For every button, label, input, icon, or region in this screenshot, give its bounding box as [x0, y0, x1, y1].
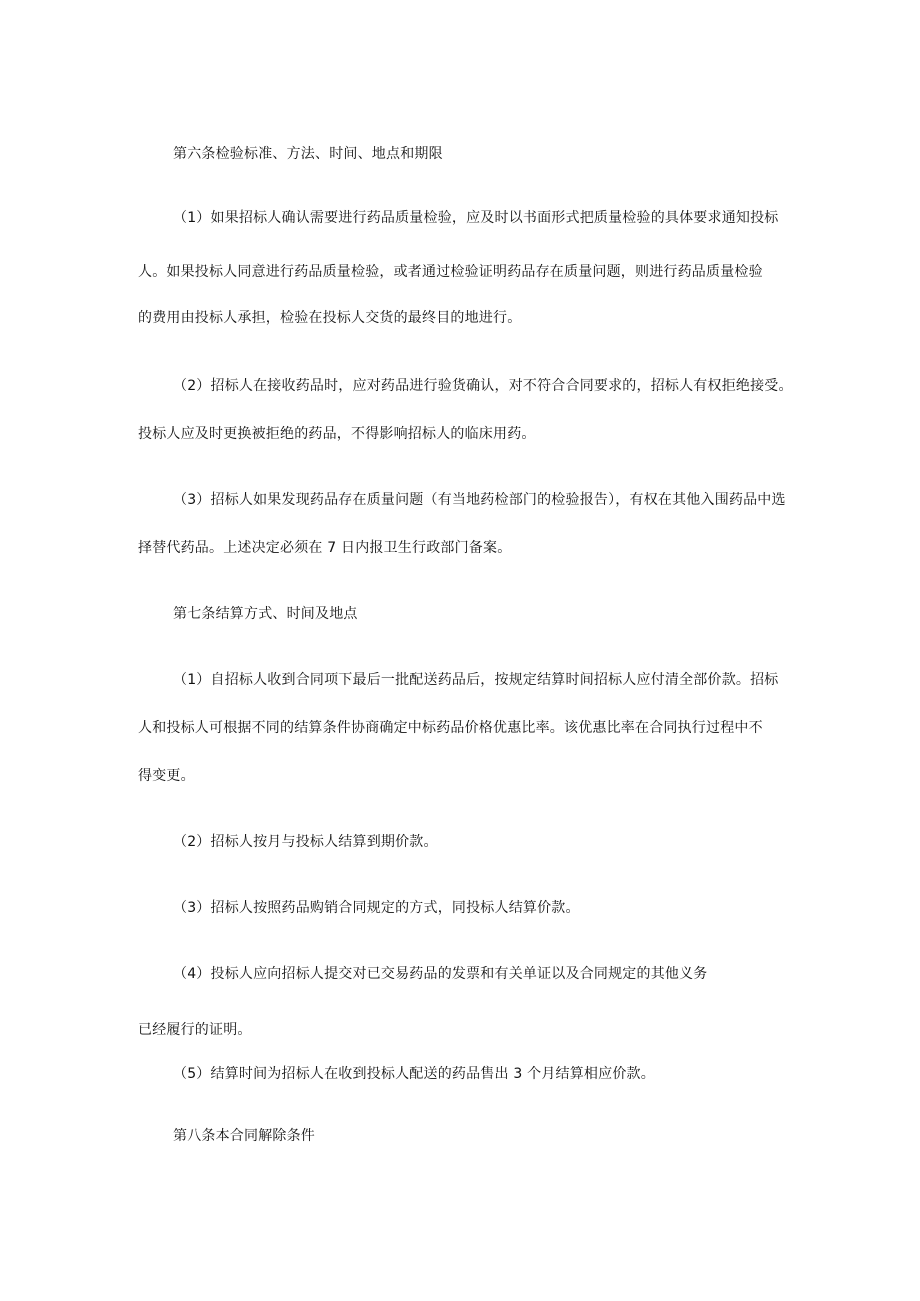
article-7-heading: 第七条结算方式、时间及地点 [173, 606, 358, 622]
article-7-para-1-line-2: 人和投标人可根据不同的结算条件协商确定中标药品价格优惠比率。该优惠比率在合同执行过程中不 [138, 720, 763, 736]
article-7-para-4-line-2: 已经履行的证明。 [138, 1022, 252, 1038]
article-6-heading: 第六条检验标准、方法、时间、地点和期限 [173, 146, 443, 162]
article-7-para-5: （5）结算时间为招标人在收到投标人配送的药品售出 3 个月结算相应价款。 [173, 1066, 655, 1082]
article-8-heading: 第八条本合同解除条件 [173, 1128, 315, 1144]
article-6-para-3-line-1: （3）招标人如果发现药品存在质量问题（有当地药检部门的检验报告），有权在其他入围药品中选 [173, 492, 786, 508]
article-6-para-1-line-2: 人。如果投标人同意进行药品质量检验，或者通过检验证明药品存在质量问题，则进行药品质量检验 [138, 264, 763, 280]
article-7-para-1-line-3: 得变更。 [138, 768, 195, 784]
article-7-para-4-line-1: （4）投标人应向招标人提交对已交易药品的发票和有关单证以及合同规定的其他义务 [173, 966, 708, 982]
article-6-para-1-line-1: （1）如果招标人确认需要进行药品质量检验，应及时以书面形式把质量检验的具体要求通知投标 [173, 210, 779, 226]
article-6-para-2-line-2: 投标人应及时更换被拒绝的药品，不得影响招标人的临床用药。 [138, 426, 536, 442]
article-7-para-1-line-1: （1）自招标人收到合同项下最后一批配送药品后，按规定结算时间招标人应付清全部价款。招标 [173, 672, 779, 688]
article-7-para-3: （3）招标人按照药品购销合同规定的方式，同投标人结算价款。 [173, 900, 580, 916]
article-6-para-3-line-2: 择替代药品。上述决定必须在 7 日内报卫生行政部门备案。 [138, 540, 512, 556]
article-6-para-2-line-1: （2）招标人在接收药品时，应对药品进行验货确认，对不符合合同要求的，招标人有权拒绝接受。 [173, 378, 793, 394]
article-6-para-1-line-3: 的费用由投标人承担，检验在投标人交货的最终目的地进行。 [138, 310, 522, 326]
article-7-para-2: （2）招标人按月与投标人结算到期价款。 [173, 834, 438, 850]
